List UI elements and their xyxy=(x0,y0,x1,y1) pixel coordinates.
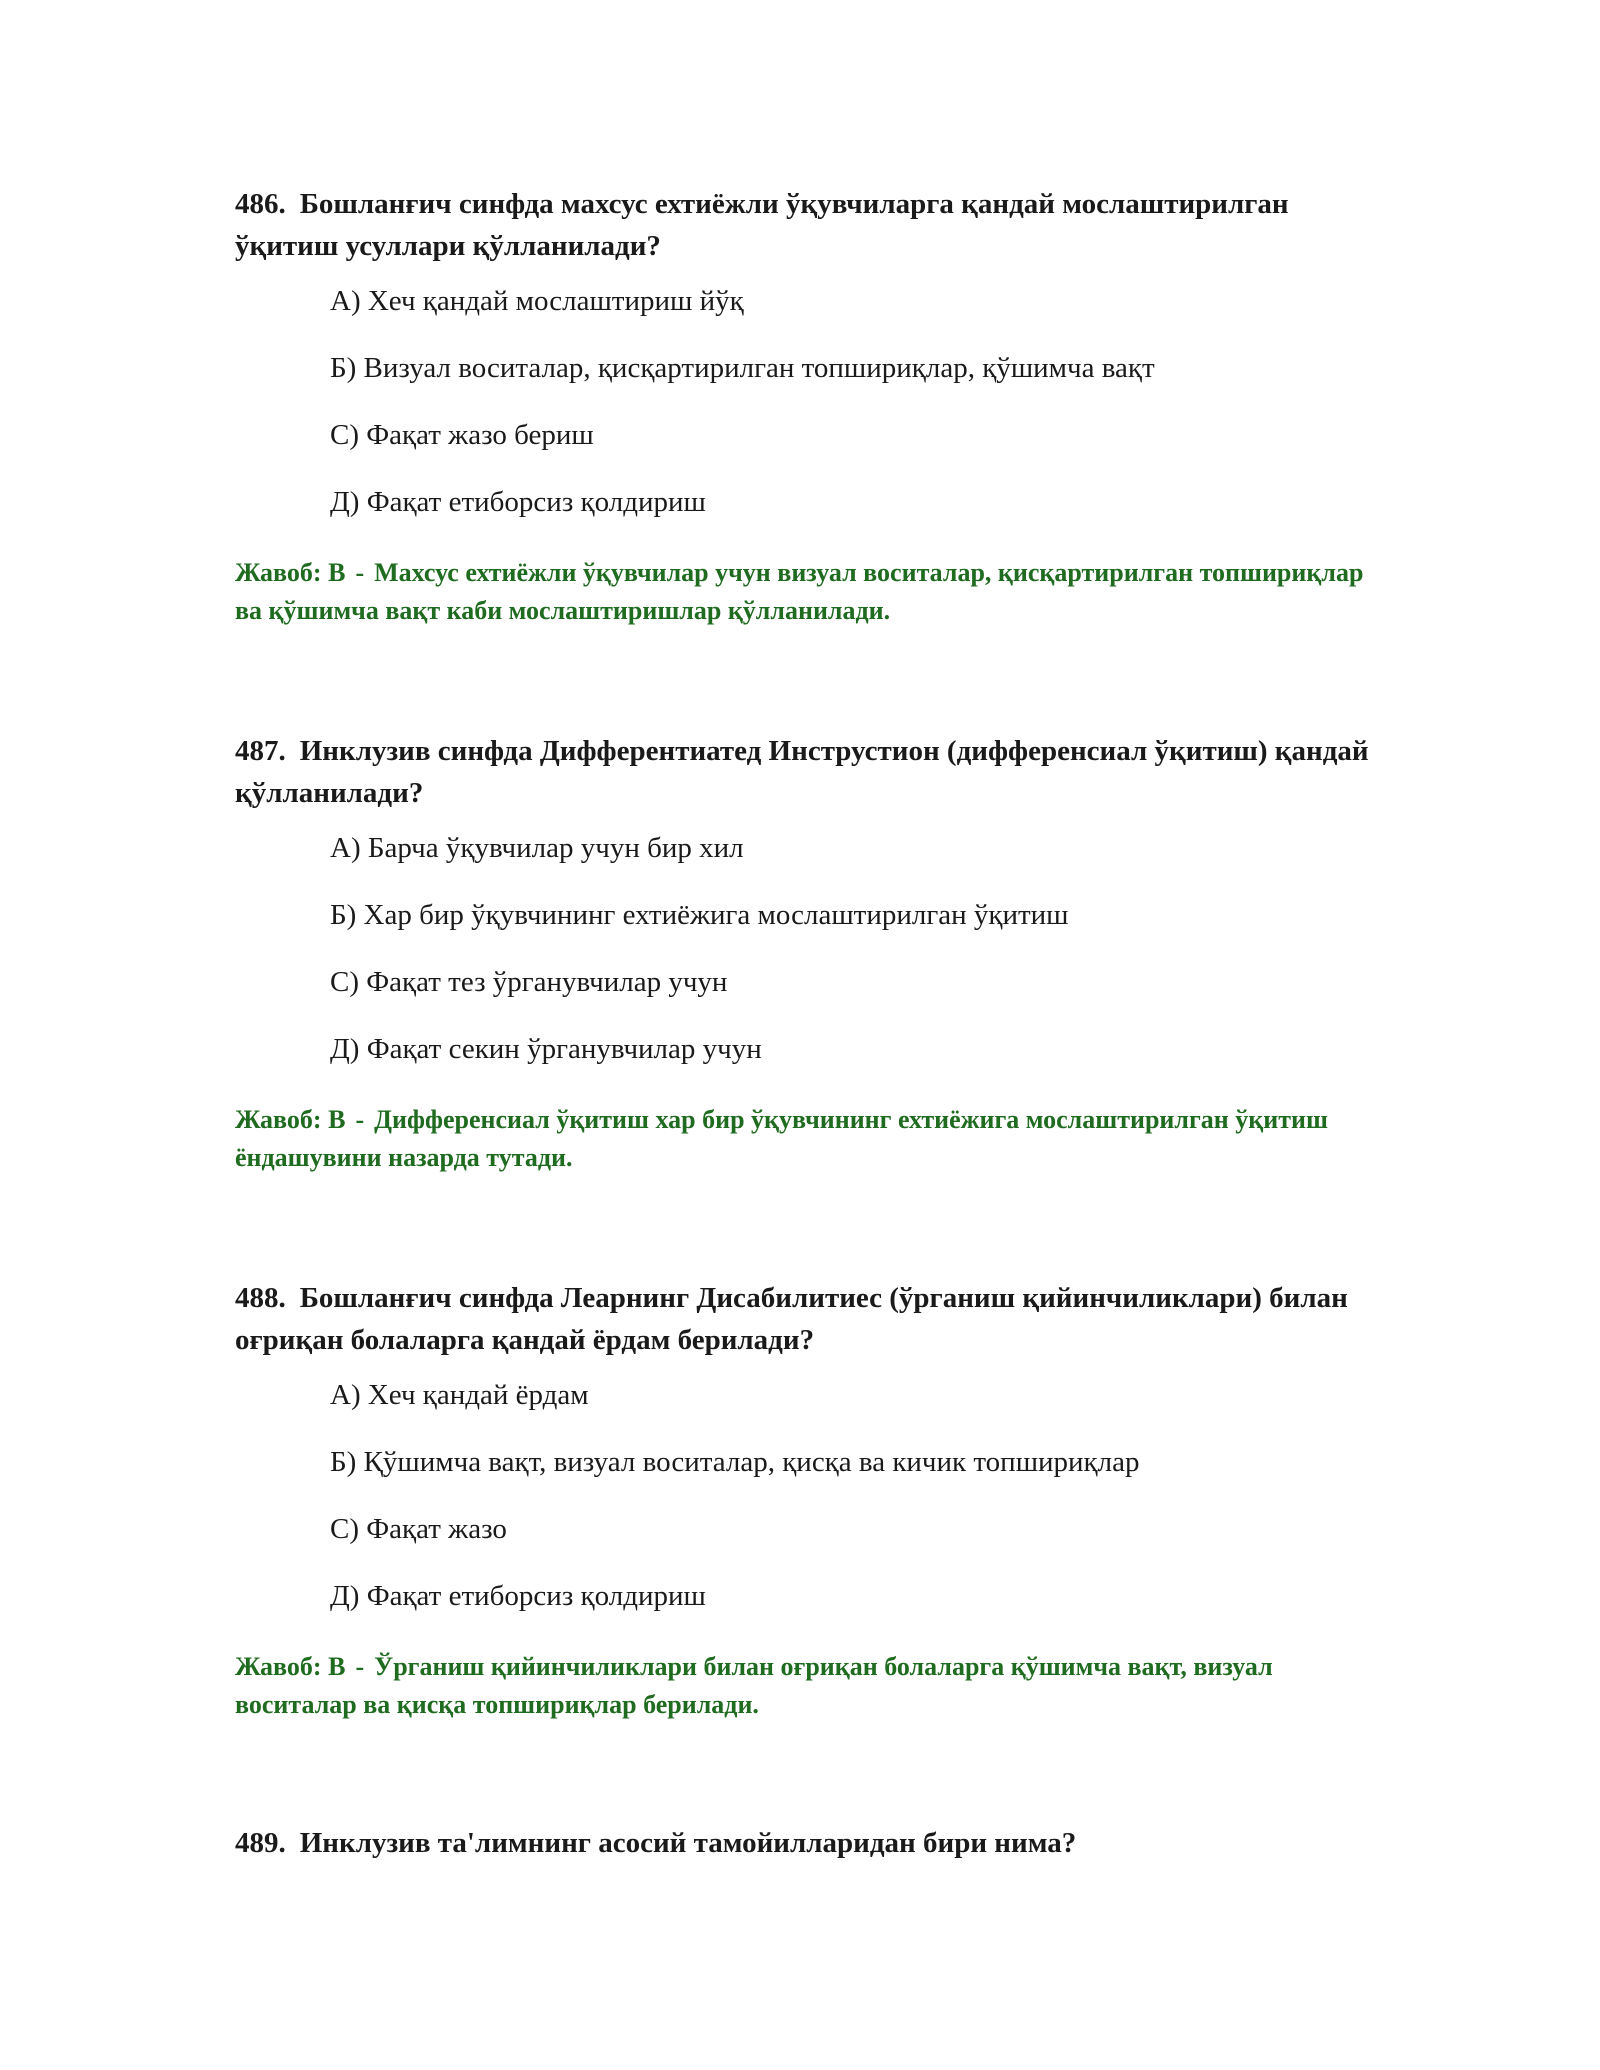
answer-separator: - xyxy=(355,558,365,587)
option-c: С) Фақат тез ўрганувчилар учун xyxy=(330,966,728,998)
question-text: Инклузив та'лимнинг асосий тамойилларидан бири нима? xyxy=(299,1827,1077,1859)
option-b: Б) Қўшимча вақт, визуал воситалар, қисқа ва кичик топшириқлар xyxy=(330,1446,1140,1478)
option-c: С) Фақат жазо xyxy=(330,1513,507,1545)
answer-text: Махсус ехтиёжли ўқувчилар учун визуал воситалар, қисқартирилган топшириқлар ва қўшимча вақт каби мослаштиришлар қўлланилади. xyxy=(235,558,1364,625)
question-number: 487. xyxy=(235,735,286,767)
question-text: Инклузив синфда Дифферентиатед Инструстион (дифференсиал ўқитиш) қандай қўлланилади? xyxy=(235,735,1369,809)
option-d: Д) Фақат секин ўрганувчилар учун xyxy=(330,1033,762,1065)
question-number: 486. xyxy=(235,188,286,220)
options-list xyxy=(330,829,1395,1097)
question-text: Бошланғич синфда Леарнинг Дисабилитиес (ўрганиш қийинчиликлари) билан оғриқан болаларга қандай ёрдам берилади? xyxy=(235,1282,1348,1356)
question-title xyxy=(235,1822,1395,1864)
answer xyxy=(235,1648,1395,1724)
answer-separator: - xyxy=(355,1105,365,1134)
option-d: Д) Фақат етиборсиз қолдириш xyxy=(330,1580,706,1612)
option-a: А) Барча ўқувчилар учун бир хил xyxy=(330,832,744,864)
question-title xyxy=(235,730,1395,814)
question-text: Бошланғич синфда махсус ехтиёжли ўқувчиларга қандай мослаштирилган ўқитиш усуллари қўлланилади? xyxy=(235,188,1289,262)
option-a: А) Хеч қандай мослаштириш йўқ xyxy=(330,285,744,317)
answer-letter: В xyxy=(328,1105,346,1134)
answer xyxy=(235,1101,1395,1177)
options-list xyxy=(330,282,1395,550)
option-a: А) Хеч қандай ёрдам xyxy=(330,1379,589,1411)
question-489 xyxy=(235,1822,1395,1864)
answer-letter: В xyxy=(328,558,346,587)
options-list xyxy=(330,1376,1395,1644)
question-487 xyxy=(235,730,1395,1177)
answer-separator: - xyxy=(355,1652,365,1681)
option-b: Б) Хар бир ўқувчининг ехтиёжига мослаштирилган ўқитиш xyxy=(330,899,1069,931)
question-title xyxy=(235,183,1395,267)
answer-text: Дифференсиал ўқитиш хар бир ўқувчининг ехтиёжига мослаштирилган ўқитиш ёндашувини назарда тутади. xyxy=(235,1105,1328,1172)
answer-letter: В xyxy=(328,1652,346,1681)
option-b: Б) Визуал воситалар, қисқартирилган топшириқлар, қўшимча вақт xyxy=(330,352,1155,384)
answer xyxy=(235,554,1395,630)
answer-label: Жавоб: xyxy=(235,558,322,587)
answer-label: Жавоб: xyxy=(235,1105,322,1134)
option-c: С) Фақат жазо бериш xyxy=(330,419,594,451)
question-number: 488. xyxy=(235,1282,286,1314)
question-488 xyxy=(235,1277,1395,1724)
question-number: 489. xyxy=(235,1827,286,1859)
option-d: Д) Фақат етиборсиз қолдириш xyxy=(330,486,706,518)
question-title xyxy=(235,1277,1395,1361)
answer-text: Ўрганиш қийинчиликлари билан оғриқан болаларга қўшимча вақт, визуал воситалар ва қисқа топшириқлар берилади. xyxy=(235,1652,1273,1719)
answer-label: Жавоб: xyxy=(235,1652,322,1681)
question-486 xyxy=(235,183,1395,630)
